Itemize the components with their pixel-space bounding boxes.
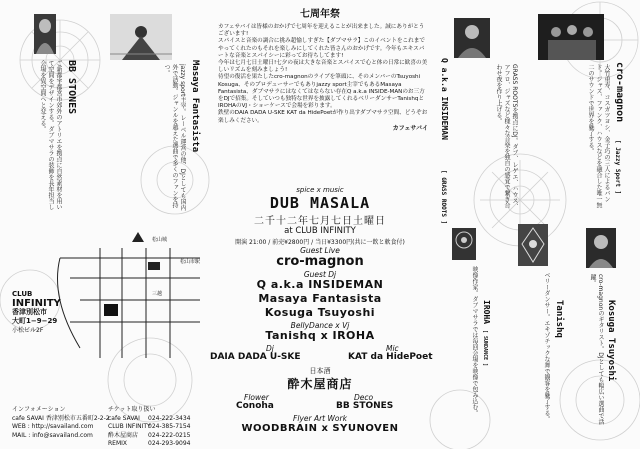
intro-paragraph-2: スパイスと音楽の調合に挑み超愉しすぎた【ダブマサラ】このイベントをこれまでやってくれたのもそれを楽しみにしてくれた皆さんのおかげです。今年もエキスパートな音楽とスパイシーに彩ってお待ちしてます!	[218, 38, 425, 59]
food-name: 酔木屋商店	[287, 377, 353, 391]
map-address-3: 小松ビル2F	[12, 327, 44, 334]
map-club-block	[12, 290, 61, 335]
deco-label: Deco	[354, 393, 374, 402]
map-club-name: INFINITY	[12, 298, 61, 309]
flyer-art-name: WOODBRAIN x SYUNOVEN	[241, 423, 399, 434]
cro-magnon-title: cro-magnon	[614, 62, 625, 123]
bb-stones-photo	[34, 14, 56, 54]
ticket-tels: 024-222-3434 024-385-7154 024-222-0215 024-293-9094	[148, 414, 191, 447]
anniversary-heading: 七周年祭	[300, 9, 340, 20]
masaya-photo	[110, 14, 172, 60]
iroha-bio: 映像作家。ダブマサラでは毎回会場を映像で包み込む。	[471, 266, 478, 416]
guest-live-label: Guest Live	[300, 246, 340, 255]
map-mitsukoshi-label: 三越	[152, 291, 163, 297]
event-title: DUB MASALA	[269, 194, 371, 212]
kosuga-photo	[586, 228, 616, 268]
intro-paragraph-3: 今年は七月七日土曜日!七夕の夜は大きな音楽とスパイスで心と体の日常に歓喜の美しいリズムを刻みましょう!	[218, 60, 428, 74]
map-address-2: 大町1−9−29	[12, 317, 58, 325]
map-club-label: CLUB	[12, 290, 33, 298]
map-castle-label: 松山城	[152, 237, 168, 243]
ticket-label: チケット取り扱い	[108, 406, 156, 413]
station-icon	[148, 262, 160, 270]
tanishq-bio: ベリーダンサー。エキゾチックな舞で観客を魅了する。	[543, 272, 550, 422]
dance-names: Tanishq x IROHA	[265, 329, 375, 342]
guest-dj-3: Kosuga Tsuyoshi	[264, 306, 376, 319]
tanishq-artwork	[518, 224, 548, 266]
guest-dj-label: Guest Dj	[303, 270, 337, 279]
dance-label: BellyDance x Vj	[290, 321, 350, 330]
guest-dj-1: Q a.k.a INSIDEMAN	[256, 278, 384, 291]
resident-djs: DAIA DADA U-SKE	[210, 352, 301, 362]
info-left: インフォメーション cafe SAVAI 香津別松市五番町2-2-2 WEB : http://savailand.com MAIL : info@savailand.com	[12, 406, 110, 439]
info-right	[108, 406, 200, 449]
dj-label: Dj	[266, 344, 274, 353]
ticket-names: cafe SAVAI CLUB INFINITY 酔木屋商店 REMIX	[108, 414, 151, 447]
intro-paragraph-5: 鉄壁のDAIA DADA U-SKE KAT da HidePoetが作り出すダブマサラ空間、どうぞお楽しみください。	[218, 110, 428, 124]
q-inside-sub: [ GRASS ROOTS ]	[440, 170, 447, 225]
map-address-1: 香津別松市	[12, 308, 47, 316]
event-date: 二千十二年七月七日土曜日	[254, 216, 386, 227]
cro-magnon-photo	[538, 14, 604, 60]
kosuga-title: Kosuga Tsuyoshi	[606, 300, 616, 382]
masaya-bio: jazzy sport主宰。レーベル運営の他、DJとしても国内外で活動。ジャンルを越えた選曲で多くのファンを持つ。	[163, 64, 186, 211]
flower-name: Conoha	[236, 401, 274, 411]
guest-live-name: cro-magnon	[276, 254, 364, 269]
mic-name: KAT da HidePoet	[348, 352, 433, 362]
cro-magnon-sub: [ Jazzy Sport ]	[614, 140, 621, 195]
iroha-title: IROHA	[482, 300, 491, 325]
mic-label: Mic	[386, 344, 399, 353]
deco-name: BB STONES	[336, 401, 394, 411]
bb-stones-bio: ご新都宇都宮市郊外のアトリエを拠点に自然素材を用いて空間をデザインする。ダブマサラの装飾を長年担当し会場を異空間へと変える。	[39, 60, 62, 210]
castle-icon	[132, 232, 144, 242]
intro-paragraph-4: 待望の復活を果たしたcro-magnonのライブを筆頭に、そのメンバーのTsuyoshi Kosuga、そのプロデューサーでもありjazzy sport主宰でもあるMasaya Fantasista、ダブマサラにはなくてはならない存在Q a.k.a INSIDE-MANのお三方をDJで招集。そしていつも独特な世界を披露してくれるベリーダンサーTanishqとIROHAのVJ・ショーケースで会場を彩ります。	[218, 74, 425, 110]
q-inside-photo	[454, 18, 490, 58]
flower-label: Flower	[244, 393, 269, 402]
bb-stones-title: BB STONES	[66, 60, 77, 115]
guest-dj-2: Masaya Fantasista	[258, 292, 382, 305]
iroha-artwork	[452, 228, 476, 260]
q-inside-bio: GRASS ROOTSを拠点にDJ。ダブ、レゲエ、ハウス、アフロ、ジャズなど様々な音楽を独自の感覚で繋ぎ合わせ夜を作り上げる。	[495, 64, 518, 210]
ticket-list	[108, 415, 200, 449]
iroha-sub: [ SUNDANCE ]	[482, 330, 488, 367]
price-line: 開演 21:00 / 前売¥2800円 / 当日¥3300円(共に一飲と軟食付)	[235, 239, 405, 246]
map-station-label: 松山市駅	[180, 259, 201, 265]
q-inside-title: Q a.k.a INSIDEMAN	[440, 58, 449, 140]
masaya-title: Masaya Fantasista	[190, 60, 200, 153]
kosuga-bio: cro-magnonのギタリスト。DJとしても幅広い選曲で活躍。	[589, 274, 604, 425]
flyer-art-label: Flyer Art Work	[293, 414, 347, 423]
tanishq-title: Tanishq	[554, 300, 564, 338]
intro-paragraph-1: カフェサバイは皆様のおかげで七周年を迎えることが出来ました。誠にありがとうございます!	[218, 24, 425, 38]
center-column	[206, 0, 434, 449]
signature: カフェサバイ	[392, 124, 428, 132]
club-marker-icon	[104, 304, 118, 316]
intro-text	[218, 24, 428, 132]
venue-line: at CLUB INFINITY	[284, 226, 356, 236]
cro-magnon-bio: 大竹重寿、コスガツヨシ、金子巧の三人によるバンド。ジャズ、ファンク、ハウスなどを融合した唯一無二のサウンドで世界を魅了する。	[587, 64, 610, 208]
food-label: 日本酒	[309, 367, 331, 375]
series-label: spice x music	[296, 186, 344, 194]
